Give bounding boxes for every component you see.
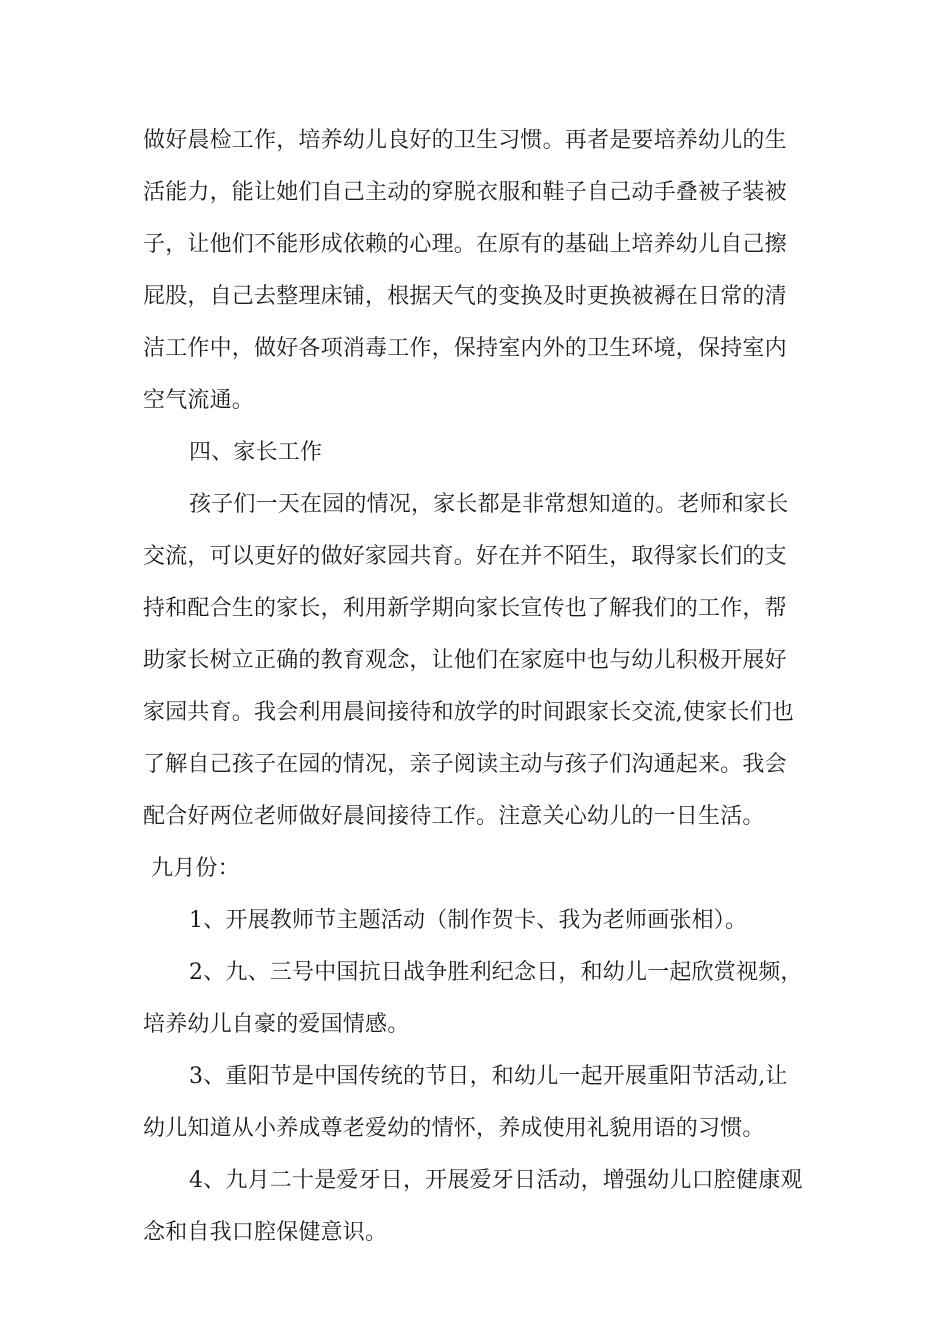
paragraph-line: 活能力，能让她们自己主动的穿脱衣服和鞋子自己动手叠被子装被 <box>143 180 787 205</box>
paragraph-line: 持和配合生的家长，利用新学期向家长宣传也了解我们的工作，帮 <box>143 596 787 621</box>
list-item-continuation: 念和自我口腔保健意识。 <box>143 1220 388 1245</box>
paragraph-line: 了解自己孩子在园的情况，亲子阅读主动与孩子们沟通起来。我会 <box>143 752 787 777</box>
paragraph-line: 空气流通。 <box>143 388 255 413</box>
list-item: 2、九、三号中国抗日战争胜利纪念日，和幼儿一起欣赏视频， <box>189 960 803 985</box>
paragraph-line: 子，让他们不能形成依赖的心理。在原有的基础上培养幼儿自己擦 <box>143 232 787 257</box>
paragraph-line: 孩子们一天在园的情况，家长都是非常想知道的。老师和家长 <box>189 492 789 517</box>
list-item: 3、重阳节是中国传统的节日，和幼儿一起开展重阳节活动,让 <box>189 1064 788 1089</box>
list-item: 1、开展教师节主题活动（制作贺卡、我为老师画张相）。 <box>189 908 748 933</box>
list-item-continuation: 培养幼儿自豪的爱国情感。 <box>143 1012 410 1037</box>
paragraph-line: 屁股，自己去整理床铺，根据天气的变换及时更换被褥在日常的清 <box>143 284 787 309</box>
list-item-continuation: 幼儿知道从小养成尊老爱幼的情怀，养成使用礼貌用语的习惯。 <box>143 1116 765 1141</box>
paragraph-line: 做好晨检工作，培养幼儿良好的卫生习惯。再者是要培养幼儿的生 <box>143 128 787 153</box>
paragraph-line: 助家长树立正确的教育观念，让他们在家庭中也与幼儿积极开展好 <box>143 648 787 673</box>
paragraph-line: 交流，可以更好的做好家园共育。好在并不陌生，取得家长们的支 <box>143 544 787 569</box>
month-heading: 九月份： <box>151 856 240 881</box>
paragraph-line: 洁工作中，做好各项消毒工作，保持室内外的卫生环境，保持室内 <box>143 336 787 361</box>
paragraph-line: 家园共育。我会利用晨间接待和放学的时间跟家长交流,使家长们也 <box>143 700 794 725</box>
paragraph-line: 配合好两位老师做好晨间接待工作。注意关心幼儿的一日生活。 <box>143 804 765 829</box>
section-heading: 四、家长工作 <box>189 440 323 465</box>
list-item: 4、九月二十是爱牙日，开展爱牙日活动，增强幼儿口腔健康观 <box>189 1168 803 1193</box>
